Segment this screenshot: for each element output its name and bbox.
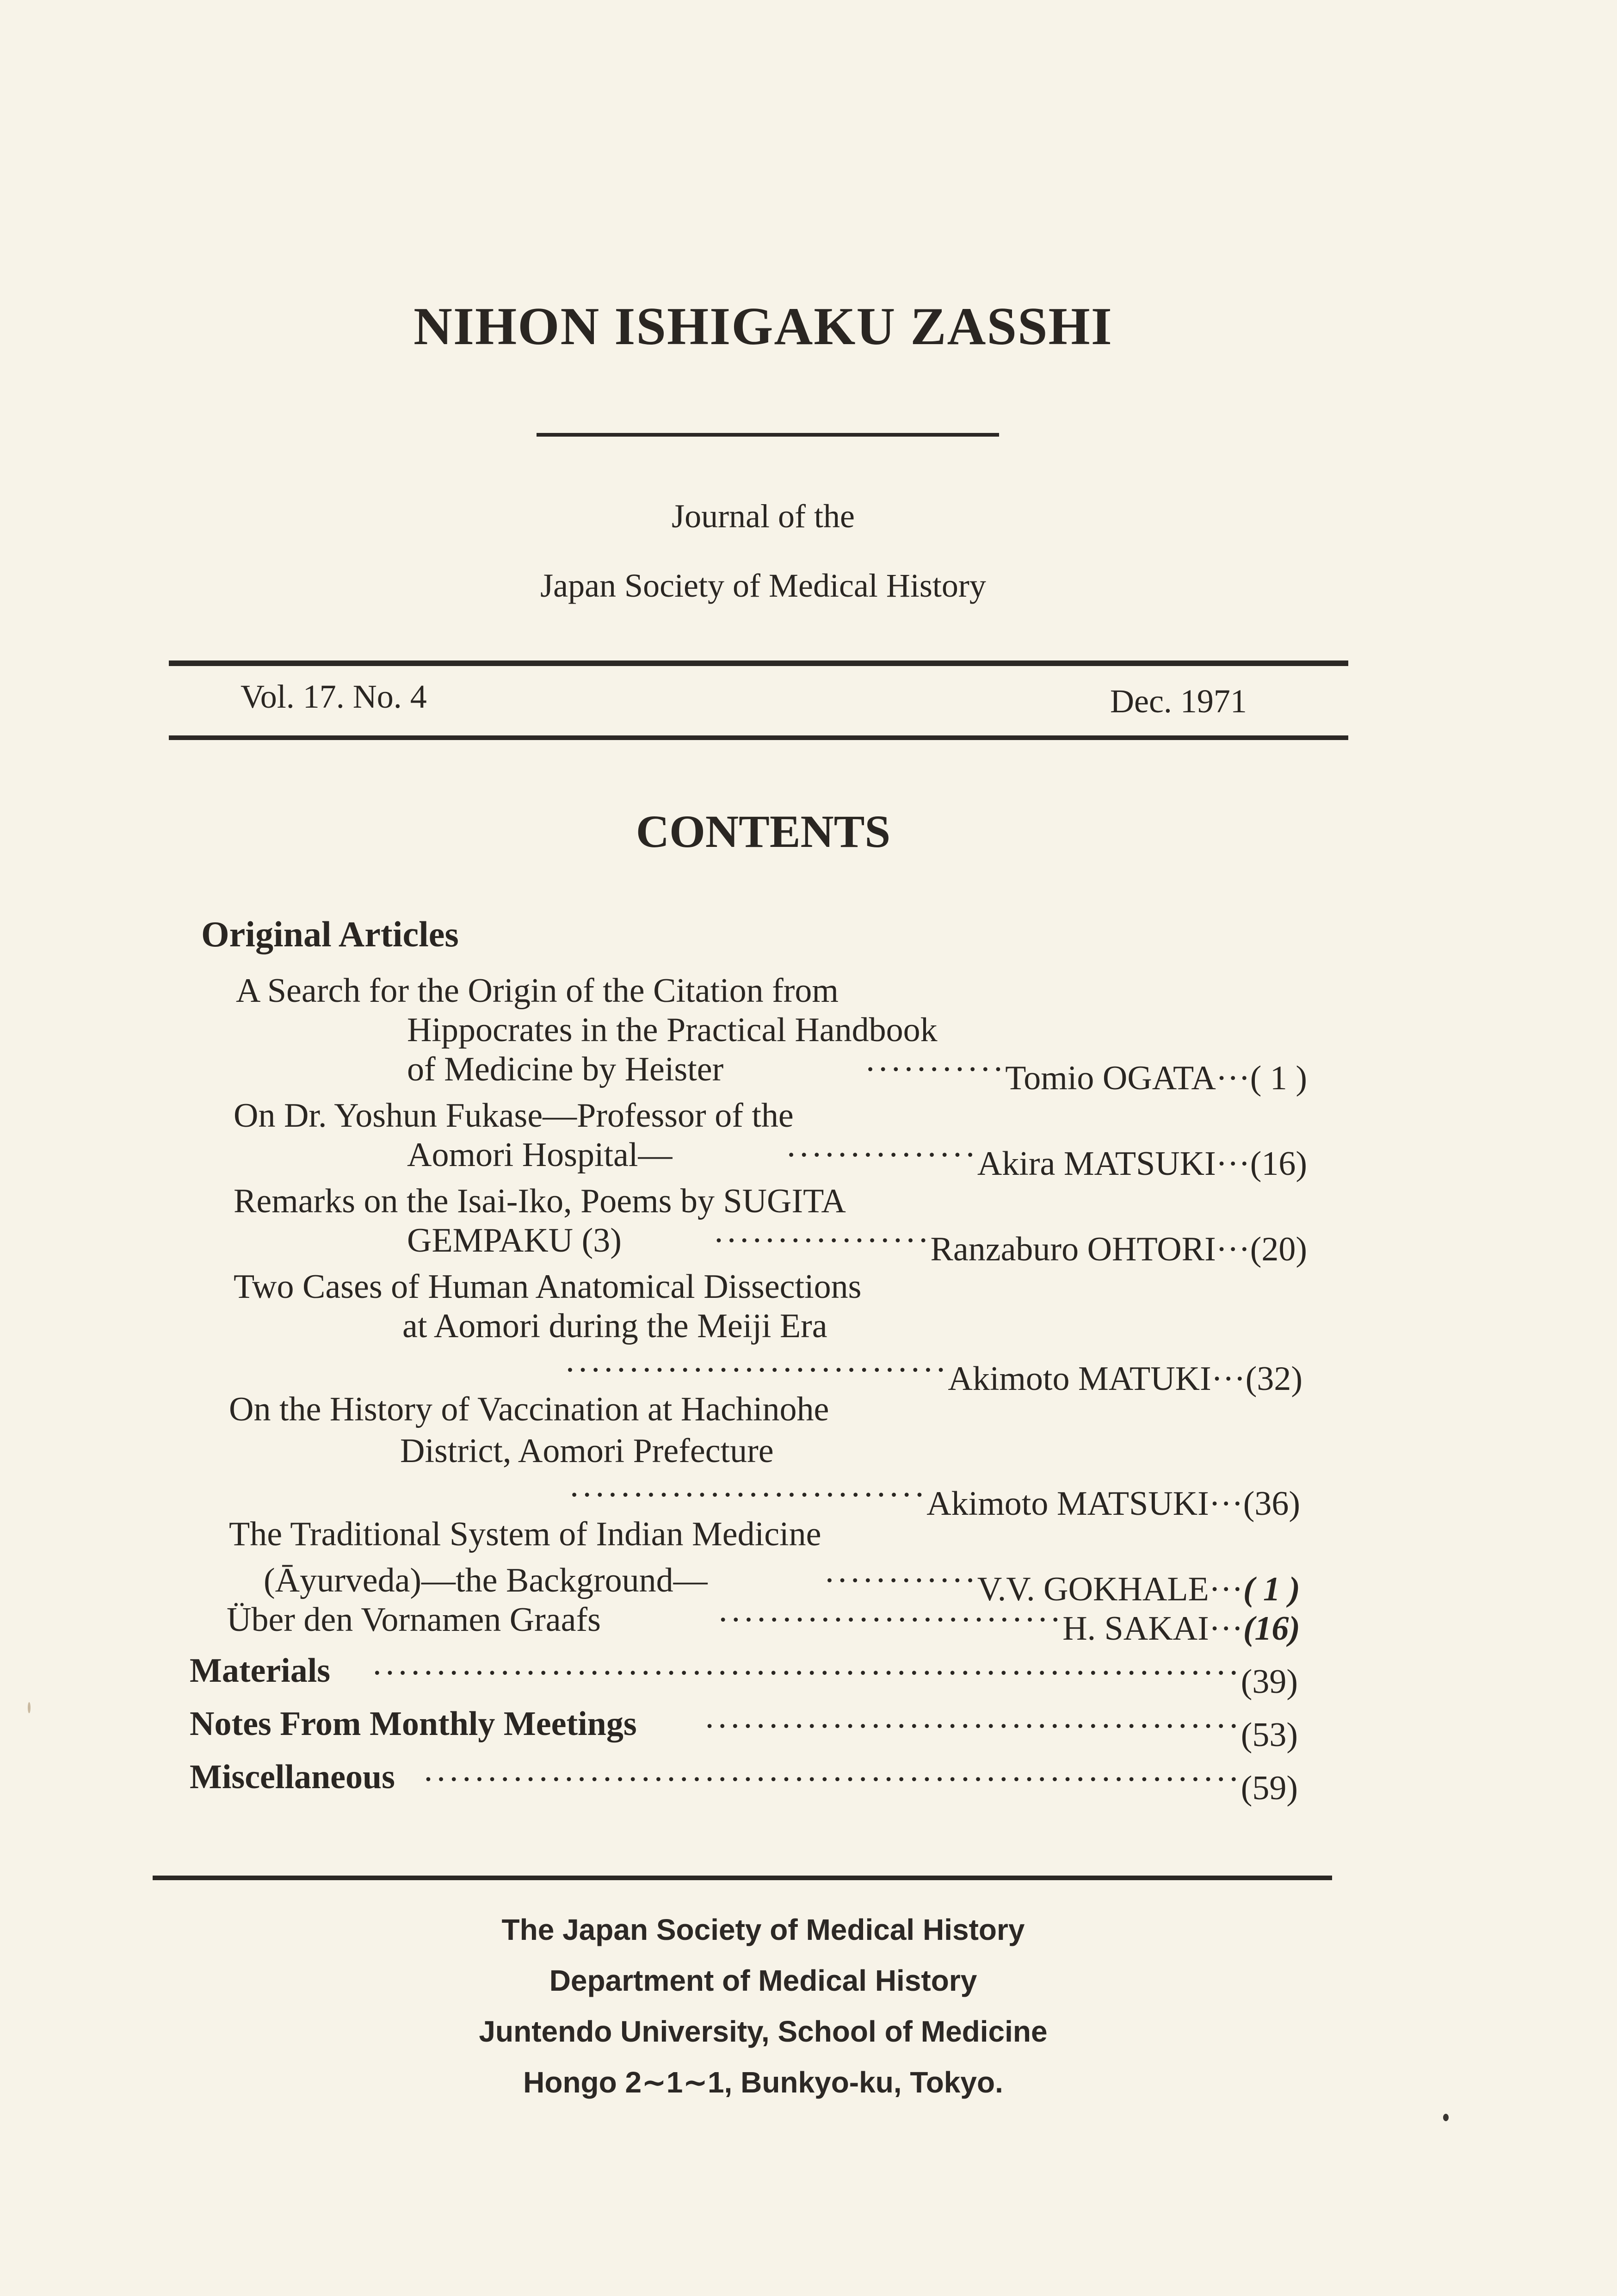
issue-date: Dec. 1971 xyxy=(1110,683,1247,720)
article-2-line-1: On Dr. Yoshun Fukase—Professor of the xyxy=(234,1097,794,1135)
leader-dots: ··············· xyxy=(785,1136,977,1174)
article-1-line-2: Hippocrates in the Practical Handbook xyxy=(407,1011,938,1049)
leader-dots: ··········· xyxy=(864,1050,1006,1088)
leader-dots: ··························· xyxy=(717,1601,1063,1639)
article-4-line-2: at Aomori during the Meiji Era xyxy=(402,1307,827,1345)
original-articles-heading: Original Articles xyxy=(201,914,459,954)
notes-page: (53) xyxy=(1241,1716,1298,1754)
article-1-page: ( 1 ) xyxy=(1250,1059,1307,1097)
article-7-author: H. SAKAI xyxy=(1062,1610,1209,1648)
article-6-page: ( 1 ) xyxy=(1243,1570,1300,1608)
article-1-line-3: of Medicine by Heister xyxy=(407,1050,724,1088)
article-2-author: Akira MATSUKI xyxy=(977,1145,1216,1183)
issue-rule-bottom xyxy=(169,735,1348,740)
article-4-author-page: ······························Akimoto MATUKI···(32) xyxy=(564,1351,1302,1398)
publisher-line4: Hongo 2∼1∼1, Bunkyo-ku, Tokyo. xyxy=(523,2066,1003,2099)
publisher-line1: The Japan Society of Medical History xyxy=(501,1913,1025,1946)
leader-dots: ···································································· xyxy=(371,1654,1241,1692)
materials-page: (39) xyxy=(1241,1663,1298,1701)
materials-page-wrap xyxy=(371,1654,1298,1702)
article-1-author-page: ···········Tomio OGATA···( 1 ) xyxy=(864,1050,1307,1097)
article-5-line-2: District, Aomori Prefecture xyxy=(400,1432,774,1470)
miscellaneous-page: (59) xyxy=(1241,1769,1298,1807)
contents-heading: CONTENTS xyxy=(636,806,891,857)
article-2-line-2: Aomori Hospital— xyxy=(407,1136,673,1174)
leader-dots: ···························· xyxy=(568,1476,927,1514)
notes-page-wrap xyxy=(704,1707,1298,1755)
article-3-author: Ranzaburo OHTORI xyxy=(930,1230,1216,1268)
article-6-author: V.V. GOKHALE xyxy=(977,1570,1209,1608)
article-6-author-page: ············V.V. GOKHALE···( 1 ) xyxy=(824,1562,1300,1608)
article-1-author: Tomio OGATA xyxy=(1005,1059,1216,1097)
article-7-page: (16) xyxy=(1243,1610,1300,1648)
article-7-line-1: Über den Vornamen Graafs xyxy=(227,1601,601,1639)
leader-dots: ················· xyxy=(713,1222,931,1259)
article-5-line-1: On the History of Vaccination at Hachinohe xyxy=(229,1390,829,1428)
footer-rule xyxy=(153,1876,1332,1880)
publisher-line2: Department of Medical History xyxy=(549,1964,977,1997)
journal-subtitle-line1: Journal of the xyxy=(672,498,855,535)
article-4-author: Akimoto MATUKI xyxy=(948,1360,1211,1398)
publisher-line3: Juntendo University, School of Medicine xyxy=(479,2015,1048,2048)
issue-rule-top xyxy=(169,660,1348,666)
article-4-page: (32) xyxy=(1245,1360,1302,1398)
article-2-page: (16) xyxy=(1250,1145,1307,1183)
article-3-line-2: GEMPAKU (3) xyxy=(407,1222,622,1259)
notes-label: Notes From Monthly Meetings xyxy=(190,1705,637,1743)
article-3-page: (20) xyxy=(1250,1230,1307,1268)
journal-title: NIHON ISHIGAKU ZASSHI xyxy=(414,297,1113,356)
journal-subtitle-line2: Japan Society of Medical History xyxy=(540,567,986,604)
article-6-line-1: The Traditional System of Indian Medicine xyxy=(229,1515,821,1553)
paper-mark xyxy=(28,1702,31,1713)
article-3-author-page: ·················Ranzaburo OHTORI···(20) xyxy=(713,1222,1307,1268)
article-1-line-1: A Search for the Origin of the Citation from xyxy=(236,972,839,1010)
miscellaneous-page-wrap xyxy=(423,1760,1298,1808)
issue-volume: Vol. 17. No. 4 xyxy=(241,678,427,715)
title-underline xyxy=(537,433,999,437)
leader-dots: ································································ xyxy=(422,1760,1241,1798)
article-5-page: (36) xyxy=(1243,1485,1300,1523)
leader-dots: ············ xyxy=(824,1562,977,1599)
article-5-author-page: ····························Akimoto MATSUKI···(36) xyxy=(568,1476,1300,1523)
article-6-line-2: (Āyurveda)—the Background— xyxy=(264,1562,708,1599)
miscellaneous-label: Miscellaneous xyxy=(190,1758,395,1796)
materials-label: Materials xyxy=(190,1652,331,1690)
article-7-author-page: ···························H. SAKAI···(16) xyxy=(717,1601,1300,1648)
leader-dots: ······························ xyxy=(564,1351,948,1389)
paper-speck xyxy=(1443,2114,1449,2121)
article-4-line-1: Two Cases of Human Anatomical Dissections xyxy=(234,1268,862,1306)
article-2-author-page: ···············Akira MATSUKI···(16) xyxy=(785,1136,1307,1183)
article-3-line-1: Remarks on the Isai-Iko, Poems by SUGITA xyxy=(234,1182,846,1220)
article-5-author: Akimoto MATSUKI xyxy=(926,1485,1209,1523)
leader-dots: ·········································· xyxy=(704,1707,1241,1745)
